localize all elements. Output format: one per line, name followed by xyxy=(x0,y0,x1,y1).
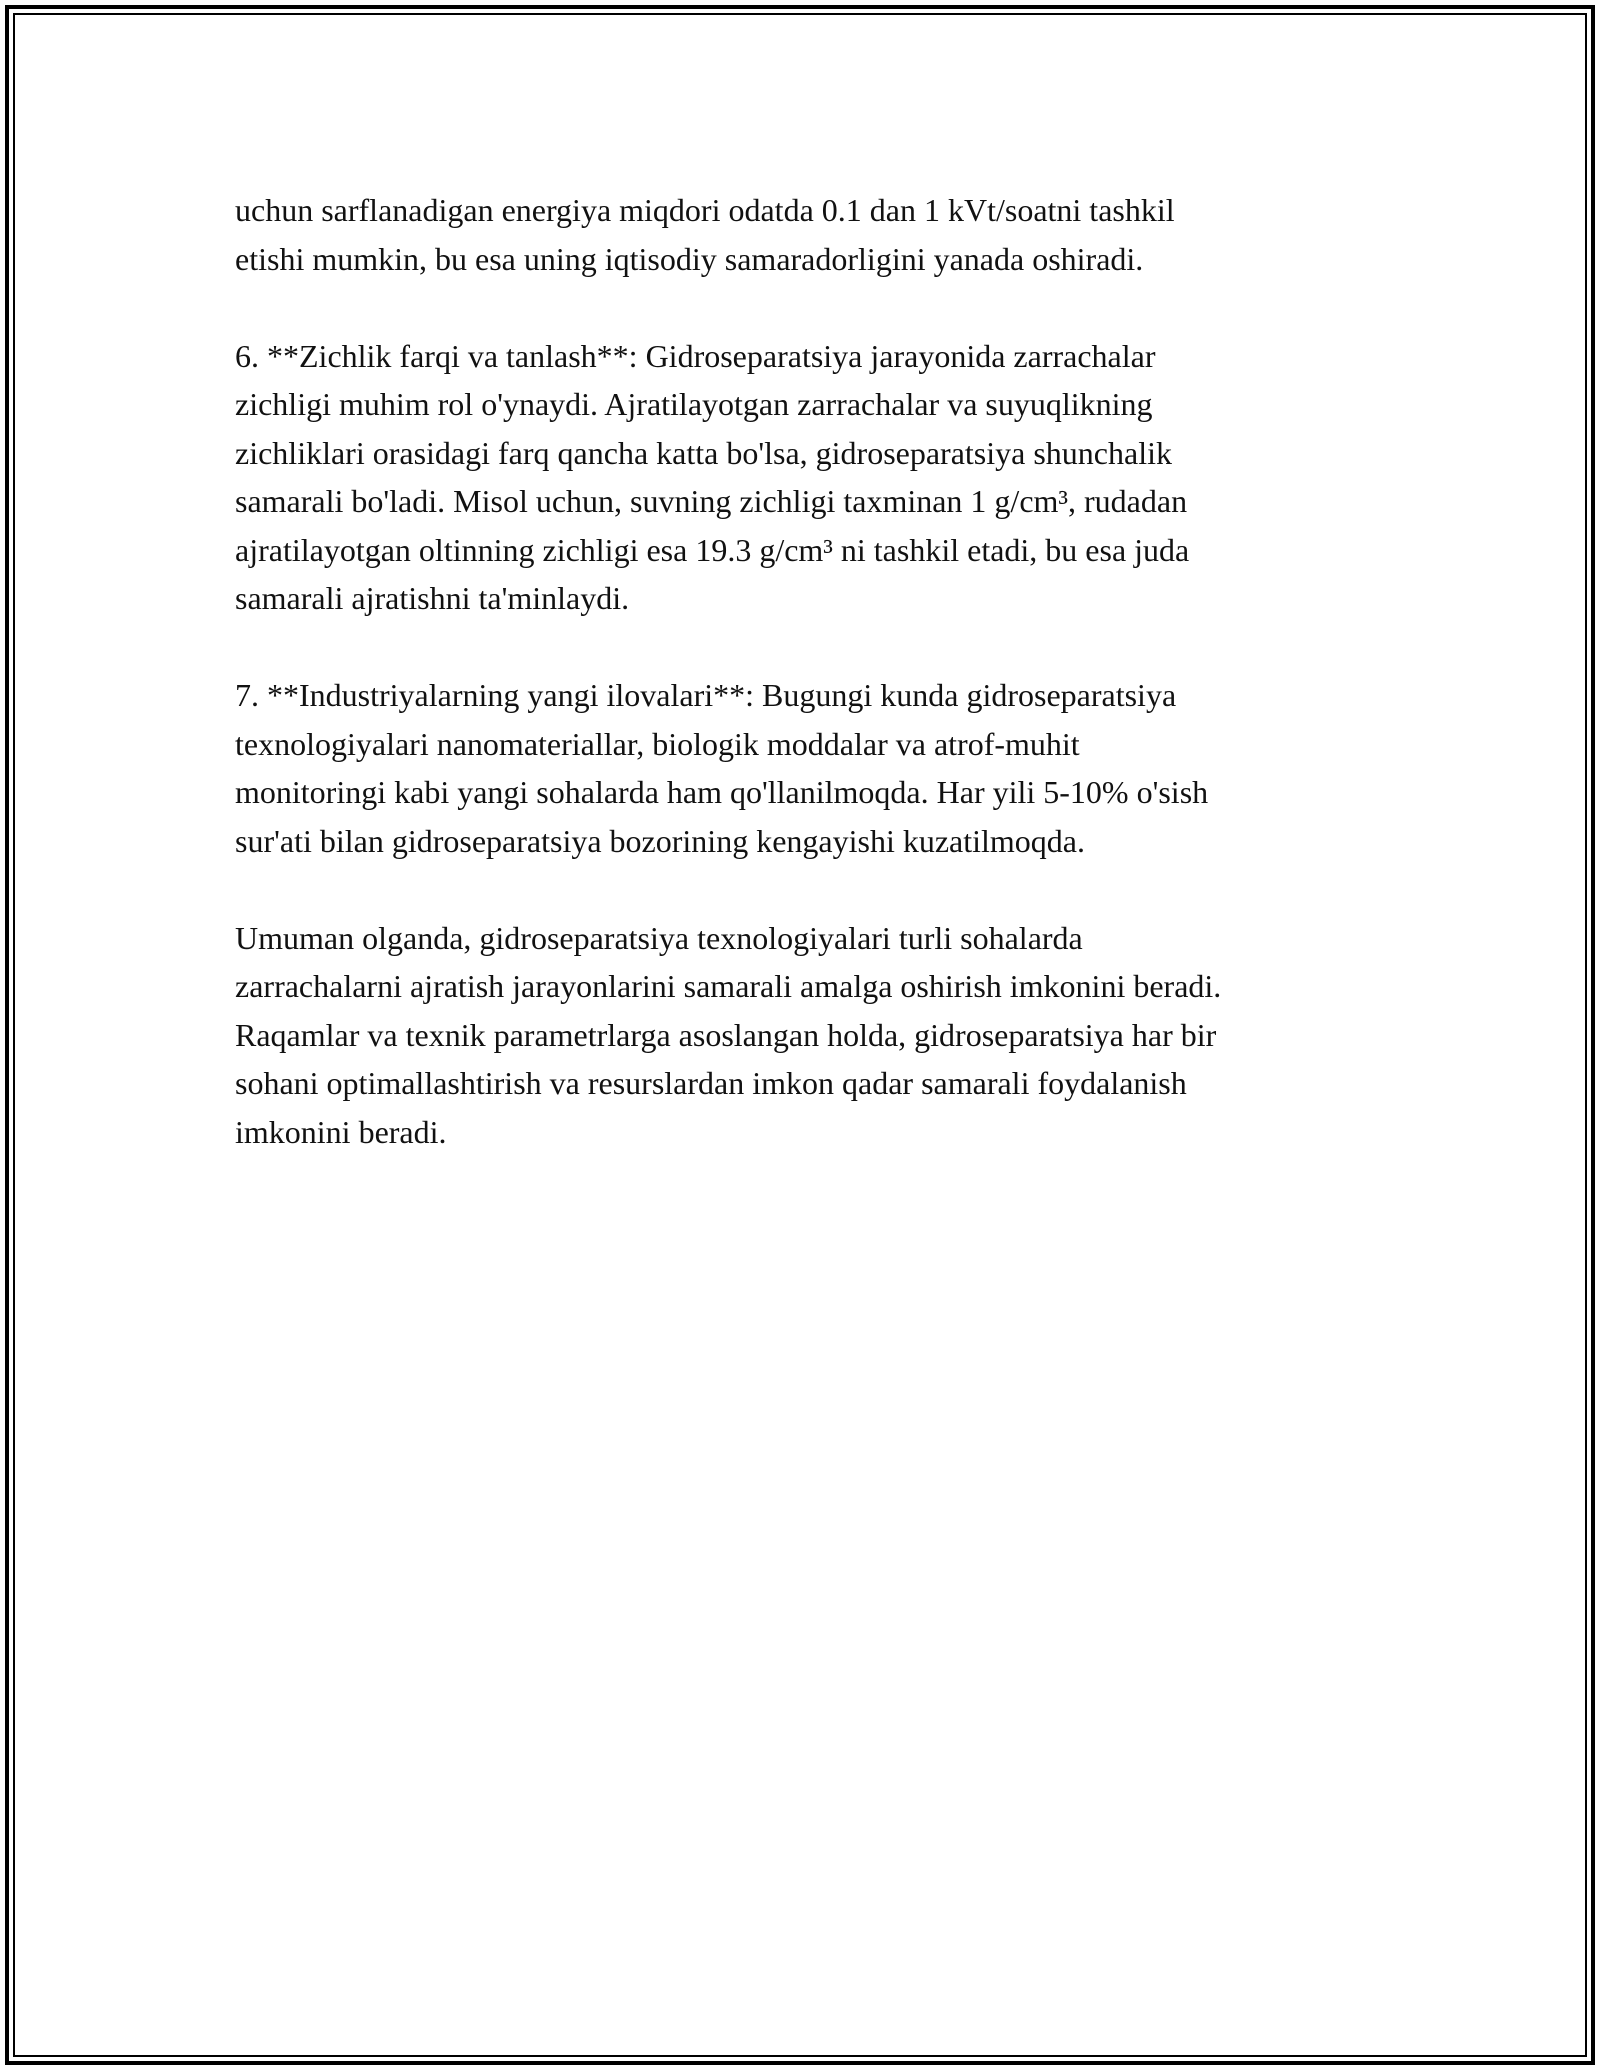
text-line: monitoringi kabi yangi sohalarda ham qo'llanilmoqda. Har yili 5-10% o'sish xyxy=(235,774,1209,810)
text-line: 7. **Industriyalarning yangi ilovalari**: Bugungi kunda gidroseparatsiya xyxy=(235,677,1177,713)
text-line: sur'ati bilan gidroseparatsiya bozorining kengayishi kuzatilmoqda. xyxy=(235,822,1085,859)
text-line: Umuman olganda, gidroseparatsiya texnologiyalari turli sohalarda xyxy=(235,919,1083,956)
text-line: zichligi muhim rol o'ynaydi. Ajratilayotgan zarrachalar va suyuqlikning xyxy=(235,386,1153,422)
text-line: samarali ajratishni ta'minlaydi. xyxy=(235,580,630,616)
paragraph-new-applications xyxy=(235,671,1395,865)
text-line: Raqamlar va texnik parametrlarga asoslangan holda, gidroseparatsiya har bir xyxy=(235,1016,1217,1053)
text-line: uchun sarflanadigan energiya miqdori odatda 0.1 dan 1 kVt/soatni tashkil xyxy=(235,192,1175,228)
text-line: zarrachalarni ajratish jarayonlarini samarali amalga oshirish imkonini beradi. xyxy=(235,968,1222,1004)
text-line: texnologiyalari nanomateriallar, biologik moddalar va atrof-muhit xyxy=(235,725,1080,762)
text-line: imkonini beradi. xyxy=(235,1113,447,1150)
text-line: sohani optimallashtirish va resurslardan imkon qadar samarali foydalanish xyxy=(235,1065,1187,1101)
text-line: ajratilayotgan oltinning zichligi esa 19.3 g/cm³ ni tashkil etadi, bu esa juda xyxy=(235,531,1190,568)
text-line: samarali bo'ladi. Misol uchun, suvning zichligi taxminan 1 g/cm³, rudadan xyxy=(235,483,1188,519)
paragraph-conclusion xyxy=(235,914,1395,1157)
paragraph-energy-consumption xyxy=(235,186,1395,283)
text-line: zichliklari orasidagi farq qancha katta bo'lsa, gidroseparatsiya shunchalik xyxy=(235,434,1172,471)
paragraph-density-difference xyxy=(235,332,1395,623)
text-line: etishi mumkin, bu esa uning iqtisodiy samaradorligini yanada oshiradi. xyxy=(235,240,1144,277)
document-body xyxy=(235,186,1395,1205)
text-line: 6. **Zichlik farqi va tanlash**: Gidroseparatsiya jarayonida zarrachalar xyxy=(235,337,1156,374)
